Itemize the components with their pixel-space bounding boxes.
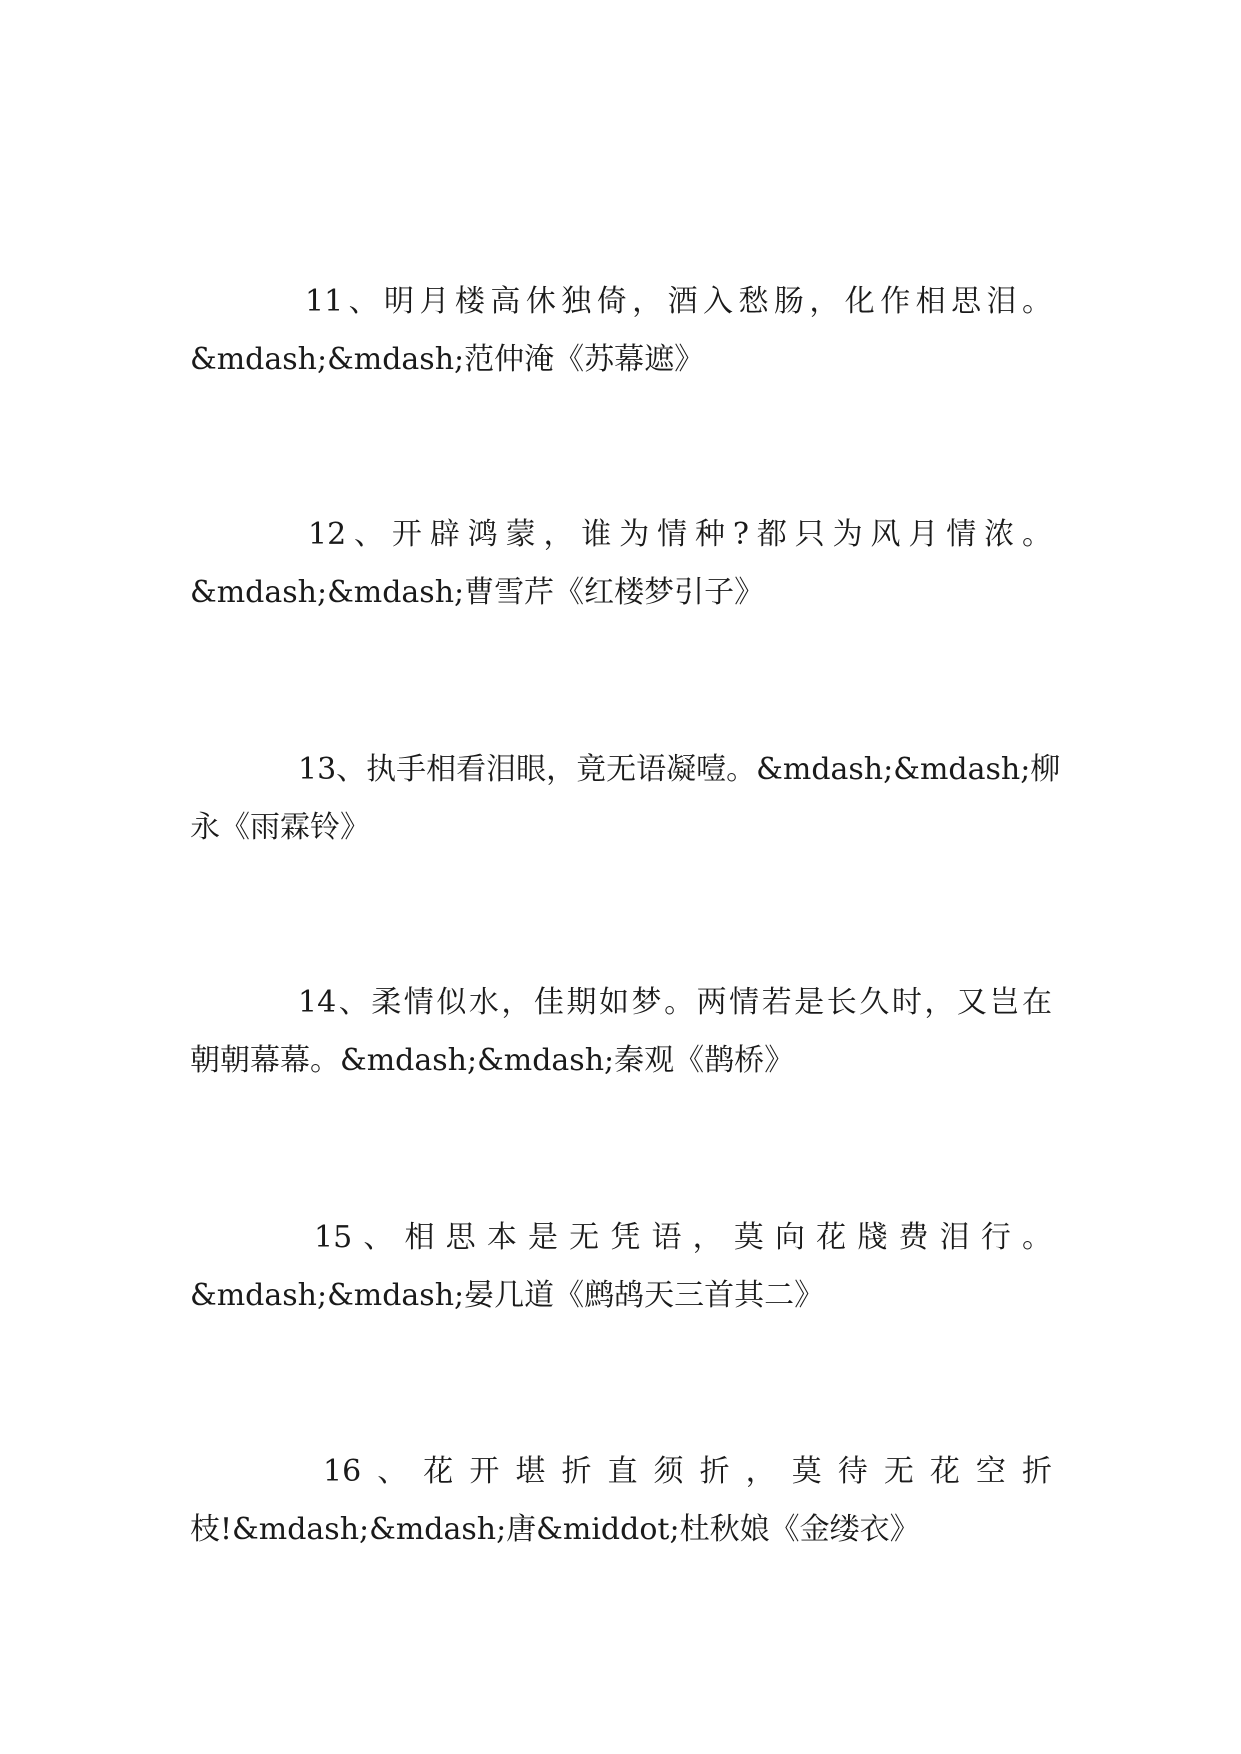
quote-entry-14: [190, 974, 1052, 1090]
quote-line-1: 14、柔情似水，佳期如梦。两情若是长久时，又岂在: [298, 985, 1052, 1020]
quote-line-1: 11、明月楼高休独倚，酒入愁肠，化作相思泪。: [305, 284, 1052, 319]
quote-line-1: 15、相思本是无凭语，莫向花牋费泪行。: [314, 1220, 1052, 1255]
quote-entry-15: [190, 1209, 1052, 1325]
quote-attribution: &mdash;&mdash;范仲淹《苏幕遮》: [190, 342, 705, 377]
quote-attribution: 枝!&mdash;&mdash;唐&middot;杜秋娘《金缕衣》: [190, 1512, 920, 1547]
quote-line-1: 16、花开堪折直须折，莫待无花空折: [323, 1454, 1052, 1489]
quote-attribution: 朝朝幕幕。&mdash;&mdash;秦观《鹊桥》: [190, 1043, 795, 1078]
quote-line-1: 12、开辟鸿蒙，谁为情种?都只为风月情浓。: [308, 517, 1052, 552]
quote-entry-13: [190, 741, 1061, 857]
quote-attribution: &mdash;&mdash;晏几道《鹧鸪天三首其二》: [190, 1278, 825, 1313]
quote-attribution: &mdash;&mdash;曹雪芹《红楼梦引子》: [190, 575, 765, 610]
quote-attribution: 永《雨霖铃》: [190, 810, 370, 845]
quote-entry-12: [190, 506, 1052, 622]
quote-line-1: 13、执手相看泪眼，竟无语凝噎。&mdash;&mdash;柳: [298, 752, 1061, 787]
quote-entry-11: [190, 273, 1052, 389]
quote-entry-16: [190, 1443, 1052, 1559]
